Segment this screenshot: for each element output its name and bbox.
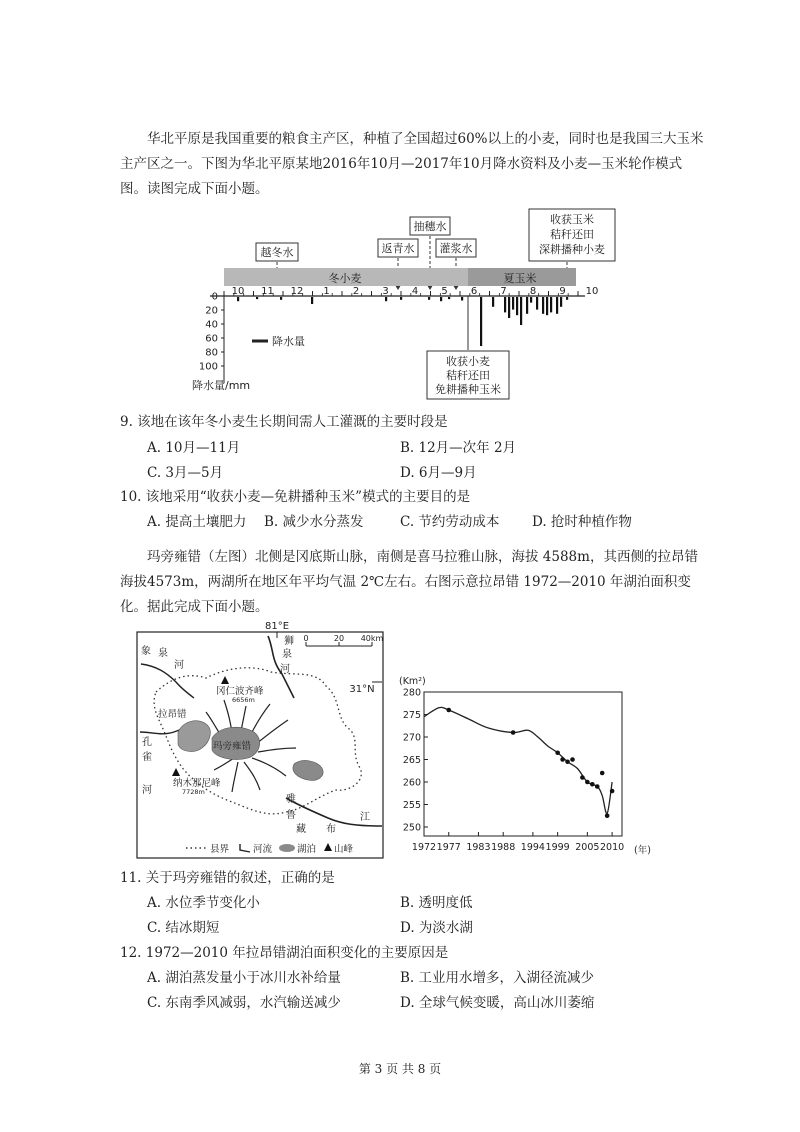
river-xiangquan-2: 泉 — [158, 648, 168, 659]
precip-bar — [508, 297, 510, 318]
precip-legend-label: 降水量 — [272, 335, 305, 348]
lake-mapang-label: 玛旁雍错 — [213, 741, 252, 752]
river-yarlung-3: 藏 — [296, 824, 306, 835]
scale-20: 20 — [333, 634, 345, 643]
q12-option-c[interactable]: C. 东南季风减弱，水汽输送减少 — [147, 995, 341, 1011]
precip-bar — [516, 297, 518, 315]
river-xiangquan-3: 河 — [174, 660, 184, 671]
wheat-harvest-line-2: 秸秆还田 — [446, 369, 490, 382]
month-tick-label: 12 — [290, 286, 304, 297]
precip-bar — [560, 297, 562, 307]
summer-corn-label: 夏玉米 — [503, 272, 537, 285]
chart-x-tick: 1972 — [411, 842, 437, 853]
q11-stem: 11. 关于玛旁雍错的叙述，正确的是 — [120, 870, 335, 886]
precip-bar — [536, 297, 538, 310]
rotation-precip-figure — [190, 205, 630, 400]
chart-x-tick: 1988 — [491, 842, 516, 853]
month-tick-label: 11 — [261, 286, 274, 297]
precip-bar — [448, 297, 450, 299]
lake-laang-label: 拉昂错 — [158, 709, 187, 720]
corn-harvest-line-2: 秸秆还田 — [550, 228, 594, 241]
river-yarlung-1: 雅 — [286, 794, 296, 805]
river-xiangquan-1: 象 — [141, 646, 151, 657]
latitude-label: 31°N — [349, 684, 375, 695]
month-tick-label: 6 — [470, 286, 478, 297]
precip-bar — [400, 297, 402, 300]
month-tick-label: 9 — [559, 286, 566, 297]
q9-option-c[interactable]: C. 3月—5月 — [147, 465, 224, 481]
month-tick-label: 7 — [500, 286, 507, 297]
precip-axis-label: 降水量/mm — [192, 379, 251, 392]
month-tick-label: 5 — [441, 286, 448, 297]
peak-naimona-elev: 7728m — [182, 788, 205, 796]
precip-bar — [311, 297, 313, 304]
corn-harvest-line-3: 深耕播种小麦 — [539, 243, 605, 256]
q9-option-b[interactable]: B. 12月—次年 2月 — [400, 440, 517, 456]
chart-data-point — [595, 784, 600, 789]
river-kongque-1: 孔 — [142, 737, 152, 748]
chart-y-tick: 280 — [402, 687, 421, 699]
q9-stem: 9. 该地在该年冬小麦生长期间需人工灌溉的主要时段是 — [120, 414, 448, 430]
precip-bar — [492, 297, 494, 307]
scale-40: 40km — [360, 634, 384, 643]
chart-data-point — [610, 789, 615, 794]
q9-option-a[interactable]: A. 10月—11月 — [147, 440, 241, 456]
peak-gangrenboqi-label: 冈仁波齐峰 — [216, 686, 264, 697]
chart-xlabel: (年) — [634, 845, 651, 856]
precip-bar — [480, 297, 482, 346]
lake-area-curve — [424, 707, 612, 813]
precip-bar — [556, 297, 558, 314]
chart-y-tick: 270 — [402, 732, 421, 744]
precip-y-tick: 100 — [198, 361, 218, 373]
chart-x-tick: 1977 — [436, 842, 461, 853]
precip-bar — [280, 297, 282, 300]
chart-data-point — [600, 771, 605, 776]
month-tick-label: 10 — [585, 286, 599, 297]
precip-bar — [546, 297, 548, 315]
overwinter-water-label: 越冬水 — [260, 246, 294, 259]
river-kongque-2: 雀 — [142, 752, 152, 763]
regreen-water-label: 返青水 — [381, 242, 415, 255]
peak-gangrenboqi-elev: 6656m — [232, 696, 255, 704]
q10-stem: 10. 该地采用“收获小麦—免耕播种玉米”模式的主要目的是 — [120, 489, 471, 505]
longitude-label: 81°E — [264, 621, 290, 632]
chart-y-tick: 255 — [402, 800, 421, 811]
chart-x-tick: 1994 — [520, 842, 545, 853]
precip-bar — [256, 297, 258, 299]
river-shiquan-2: 泉 — [282, 649, 292, 660]
chart-data-point — [555, 750, 560, 755]
q10-option-d[interactable]: D. 抢时种植作物 — [532, 514, 632, 530]
q12-option-b[interactable]: B. 工业用水增多，入湖径流减少 — [400, 970, 595, 986]
precip-bar — [512, 297, 514, 310]
precip-y-tick: 20 — [205, 305, 218, 317]
chart-y-tick: 275 — [402, 710, 421, 721]
chart-data-point — [605, 813, 610, 818]
q11-option-a[interactable]: A. 水位季节变化小 — [147, 895, 260, 911]
chart-y-tick: 260 — [402, 777, 421, 789]
q11-option-d[interactable]: D. 为淡水湖 — [400, 920, 473, 936]
wheat-harvest-line-1: 收获小麦 — [446, 355, 490, 368]
river-yarlung-5: 江 — [360, 812, 370, 823]
chart-x-tick: 2010 — [600, 842, 625, 853]
page-footer: 第 3 页 共 8 页 — [358, 1062, 442, 1076]
heading-water-label: 抽穗水 — [413, 220, 447, 233]
precip-y-tick: 0 — [211, 291, 218, 303]
corn-harvest-line-1: 收获玉米 — [550, 213, 594, 226]
chart-data-point — [446, 708, 451, 713]
q10-option-b[interactable]: B. 减少水分蒸发 — [264, 514, 364, 530]
precip-bar — [428, 297, 430, 300]
month-tick-label: 2 — [352, 286, 360, 297]
q12-stem: 12. 1972—2010 年拉昂错湖泊面积变化的主要原因是 — [120, 945, 449, 961]
river-yarlung-2: 鲁 — [286, 810, 296, 821]
q12-option-d[interactable]: D. 全球气候变暖，高山冰川萎缩 — [400, 995, 595, 1011]
lake-area-chart — [393, 670, 668, 865]
legend-river: 河流 — [253, 844, 273, 855]
chart-y-tick: 265 — [402, 755, 421, 766]
q10-option-c[interactable]: C. 节约劳动成本 — [400, 514, 500, 530]
precip-bar — [504, 297, 506, 312]
precip-bar — [440, 297, 442, 301]
winter-wheat-label: 冬小麦 — [328, 272, 362, 285]
precip-y-tick: 80 — [205, 347, 218, 359]
precip-bar — [461, 297, 463, 301]
precip-bar — [542, 297, 544, 314]
q11-option-b[interactable]: B. 透明度低 — [400, 895, 473, 911]
lake-region-map — [136, 620, 386, 860]
chart-y-tick: 250 — [402, 822, 421, 834]
passage-1: 华北平原是我国重要的粮食主产区，种植了全国超过60%以上的小麦，同时也是我国三大玉米主产区之一。下图为华北平原某地2016年10月—2017年10月降水资料及小麦—玉米轮作模式图。读图完成下面小题。 — [120, 131, 704, 197]
precip-y-tick: 60 — [205, 333, 218, 345]
river-shiquan-1: 狮 — [284, 636, 294, 647]
chart-data-point — [590, 782, 595, 787]
precip-bar — [566, 297, 568, 300]
precip-bar — [550, 297, 552, 312]
filling-water-label: 灌浆水 — [439, 242, 473, 255]
precip-bar — [520, 297, 522, 325]
q9-option-d[interactable]: D. 6月—9月 — [400, 465, 477, 481]
chart-data-point — [580, 775, 585, 780]
chart-data-point — [585, 780, 590, 785]
month-tick-label: 1 — [323, 286, 330, 297]
legend-peak: 山峰 — [334, 844, 354, 855]
precip-y-tick: 40 — [205, 319, 218, 331]
chart-x-tick: 1999 — [545, 842, 570, 853]
chart-data-point — [560, 757, 565, 762]
peak-naimona-label: 纳木那尼峰 — [173, 778, 221, 789]
chart-data-point — [511, 730, 516, 735]
precip-bar — [385, 297, 387, 301]
precip-bar — [526, 297, 528, 314]
scale-0: 0 — [303, 634, 309, 643]
q11-option-c[interactable]: C. 结冰期短 — [147, 920, 220, 936]
q12-option-a[interactable]: A. 湖泊蒸发量小于冰川水补给量 — [147, 970, 341, 986]
legend-lake: 湖泊 — [297, 844, 317, 855]
month-tick-label: 4 — [411, 286, 419, 297]
chart-x-tick: 2005 — [575, 842, 600, 853]
chart-x-tick: 1983 — [466, 842, 491, 853]
precip-bar — [237, 297, 239, 301]
month-tick-label: 3 — [382, 286, 389, 297]
legend-county: 县界 — [210, 844, 230, 855]
chart-data-point — [570, 757, 575, 762]
wheat-harvest-line-3: 免耕播种玉米 — [435, 383, 501, 396]
chart-ylabel: (Km²) — [399, 676, 426, 687]
river-yarlung-4: 布 — [326, 824, 336, 835]
chart-data-point — [565, 759, 570, 764]
passage-2: 玛旁雍错（左图）北侧是冈底斯山脉，南侧是喜马拉雅山脉，海拔 4588m，其西侧的拉昂错海拔4573m，两湖所在地区年平均气温 2℃左右。右图示意拉昂错 1972—2010 年湖泊面积变化。据此完成下面小题。 — [120, 549, 698, 615]
q10-option-a[interactable]: A. 提高土壤肥力 — [147, 514, 247, 530]
month-tick-label: 10 — [231, 286, 245, 297]
river-shiquan-3: 河 — [280, 664, 290, 675]
month-tick-label: 8 — [529, 286, 537, 297]
precip-bar — [530, 297, 532, 303]
river-kongque-3: 河 — [142, 785, 152, 796]
